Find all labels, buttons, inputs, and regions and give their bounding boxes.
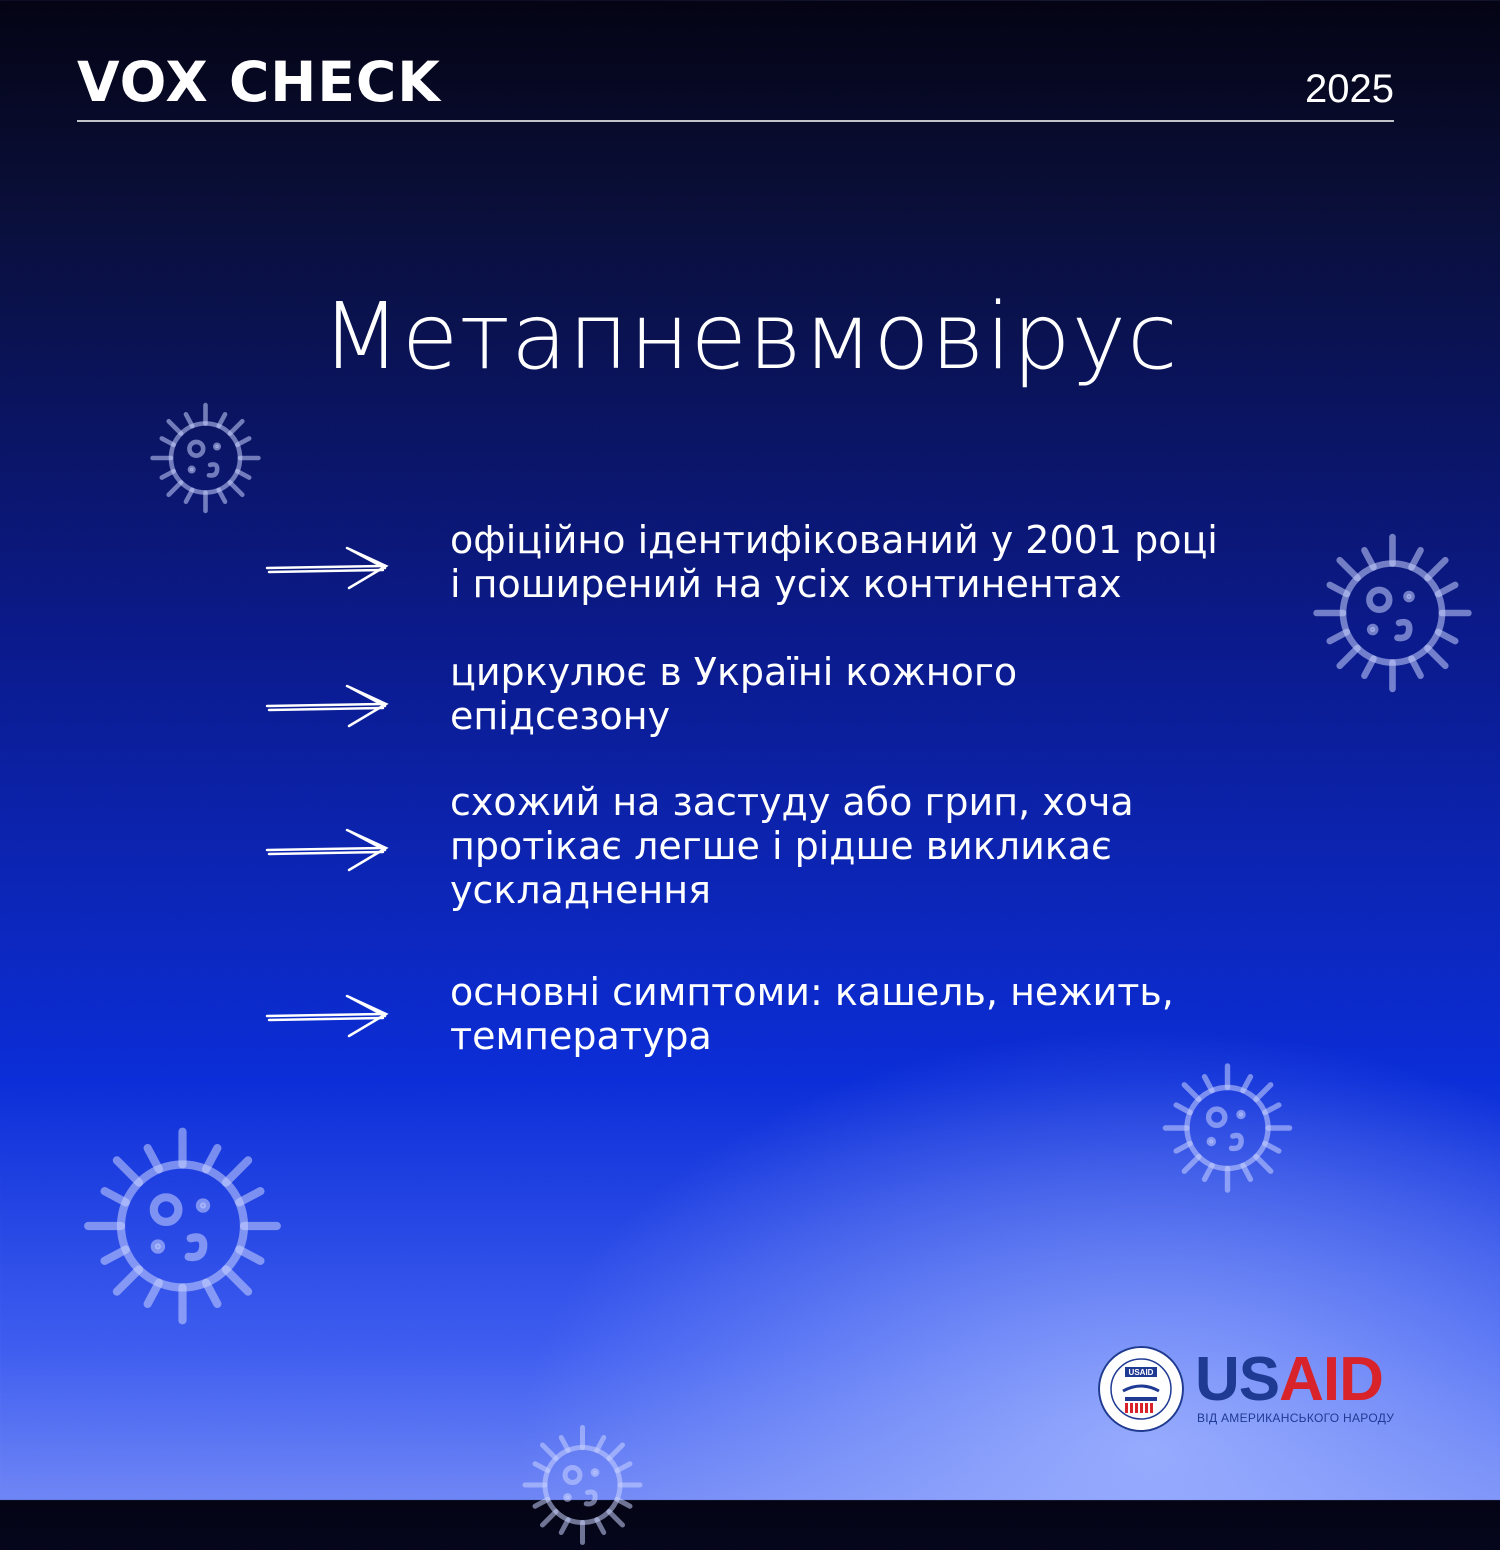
- fact-text: основні симптоми: кашель, нежить, температура: [450, 970, 1174, 1058]
- usaid-tagline: ВІД АМЕРИКАНСЬКОГО НАРОДУ: [1197, 1411, 1395, 1425]
- virus-icon: [520, 1420, 645, 1550]
- year-label: 2025: [1305, 67, 1394, 111]
- vox-check-logo: VOX CHECK: [77, 50, 441, 114]
- fact-text: циркулює в Україні кожного епідсезону: [450, 650, 1018, 738]
- virus-icon: [80, 1120, 285, 1332]
- page-title: Метапневмовірус: [321, 283, 1179, 390]
- arrow-right-icon: [265, 544, 390, 592]
- svg-text:USAID: USAID: [1128, 1368, 1154, 1377]
- arrow-right-icon: [265, 992, 390, 1040]
- virus-icon: [1160, 1058, 1295, 1198]
- arrow-right-icon: [265, 682, 390, 730]
- virus-icon: [1310, 528, 1475, 698]
- virus-icon: [148, 398, 263, 518]
- arrow-right-icon: [265, 826, 390, 874]
- usaid-seal-icon: [1097, 1345, 1185, 1433]
- fact-text: схожий на застуду або грип, хоча протікає легше і рідше викликає ускладнення: [450, 780, 1134, 912]
- header: [77, 52, 1394, 122]
- usaid-logo: [1097, 1345, 1397, 1435]
- usaid-wordmark: USAID: [1195, 1345, 1383, 1414]
- fact-text: офіційно ідентифікований у 2001 році і поширений на усіх континентах: [450, 518, 1218, 606]
